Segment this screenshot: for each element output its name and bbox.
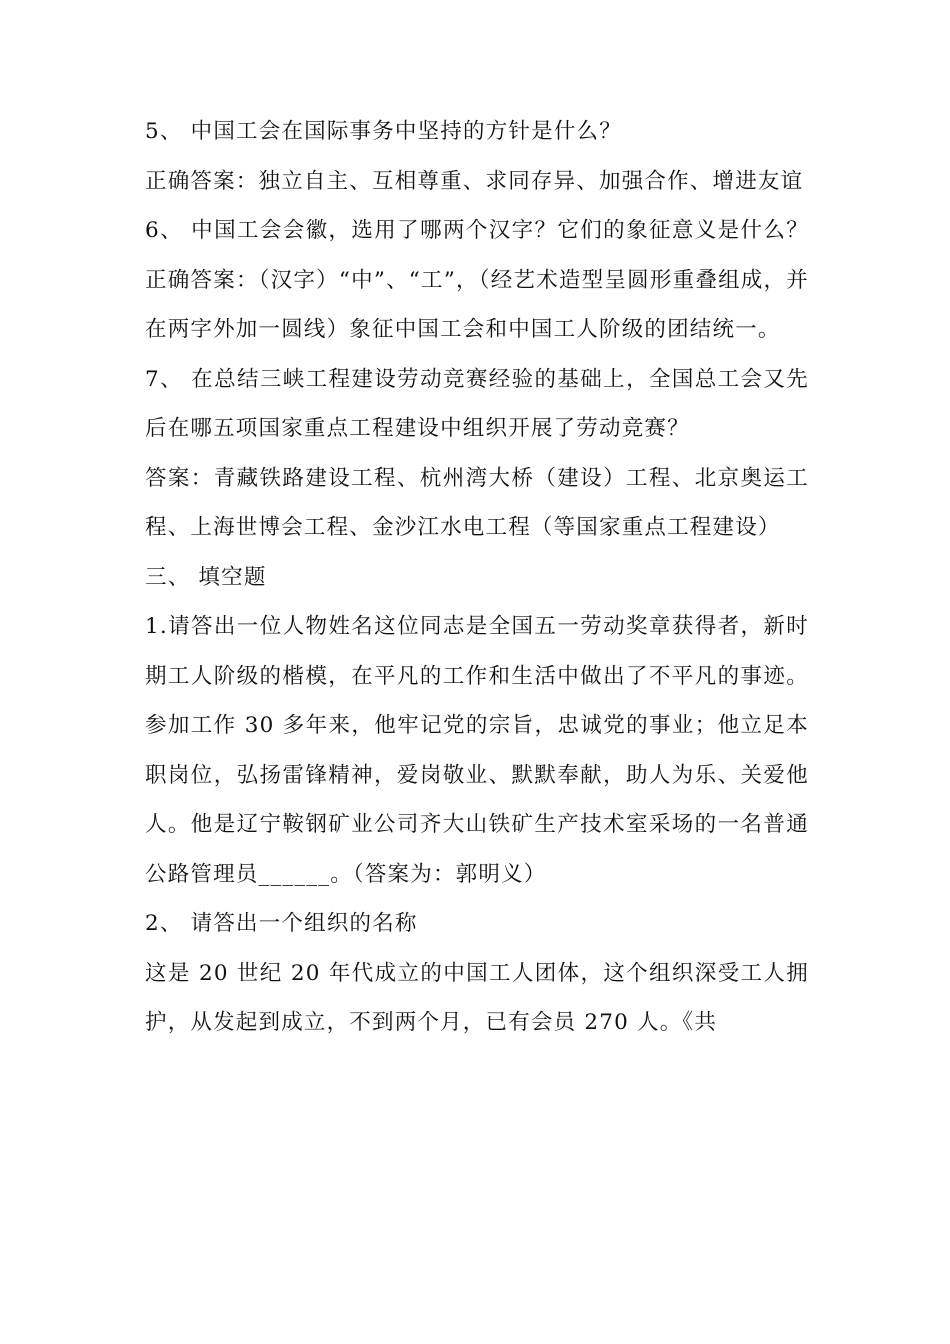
fill-in-question-2: 2、 请答出一个组织的名称 [145,911,418,936]
document-body [145,107,809,1048]
answer-7: 答案：青藏铁路建设工程、杭州湾大桥（建设）工程、北京奥运工程、上海世博会工程、金沙江水电工程（等国家重点工程建设） [145,465,809,540]
question-5: 5、 中国工会在国际事务中坚持的方针是什么？ [145,119,622,144]
answer-5: 正确答案：独立自主、互相尊重、求同存异、加强合作、增进友谊 [145,168,804,194]
question-7: 7、 在总结三峡工程建设劳动竞赛经验的基础上，全国总工会又先后在哪五项国家重点工程建设中组织开展了劳动竞赛？ [145,366,809,441]
fill-in-question-2-text: 这是 20 世纪 20 年代成立的中国工人团体，这个组织深受工人拥护，从发起到成立，不到两个月，已有会员 270 人。《共 [145,960,809,1035]
question-6: 6、 中国工会会徽，选用了哪两个汉字？它们的象征意义是什么？ 正确答案：（汉字）“中”、“工”，（经艺术造型呈圆形重叠组成，并在两字外加一圆线）象征中国工会和中国工人阶级的团结统一。 [145,218,809,342]
section-heading-fill-in: 三、 填空题 [145,564,267,590]
fill-in-question-1: 1.请答出一位人物姓名这位同志是全国五一劳动奖章获得者，新时期工人阶级的楷模，在平凡的工作和生活中做出了不平凡的事迹。参加工作 30 多年来，他牢记党的宗旨，忠诚党的事业；他立足本职岗位，弘扬雷锋精神，爱岗敬业、默默奉献，助人为乐、关爱他人。他是辽宁鞍钢矿业公司齐大山铁矿生产技术室采场的一名普通公路管理员______。（答案为：郭明义） [145,614,809,887]
